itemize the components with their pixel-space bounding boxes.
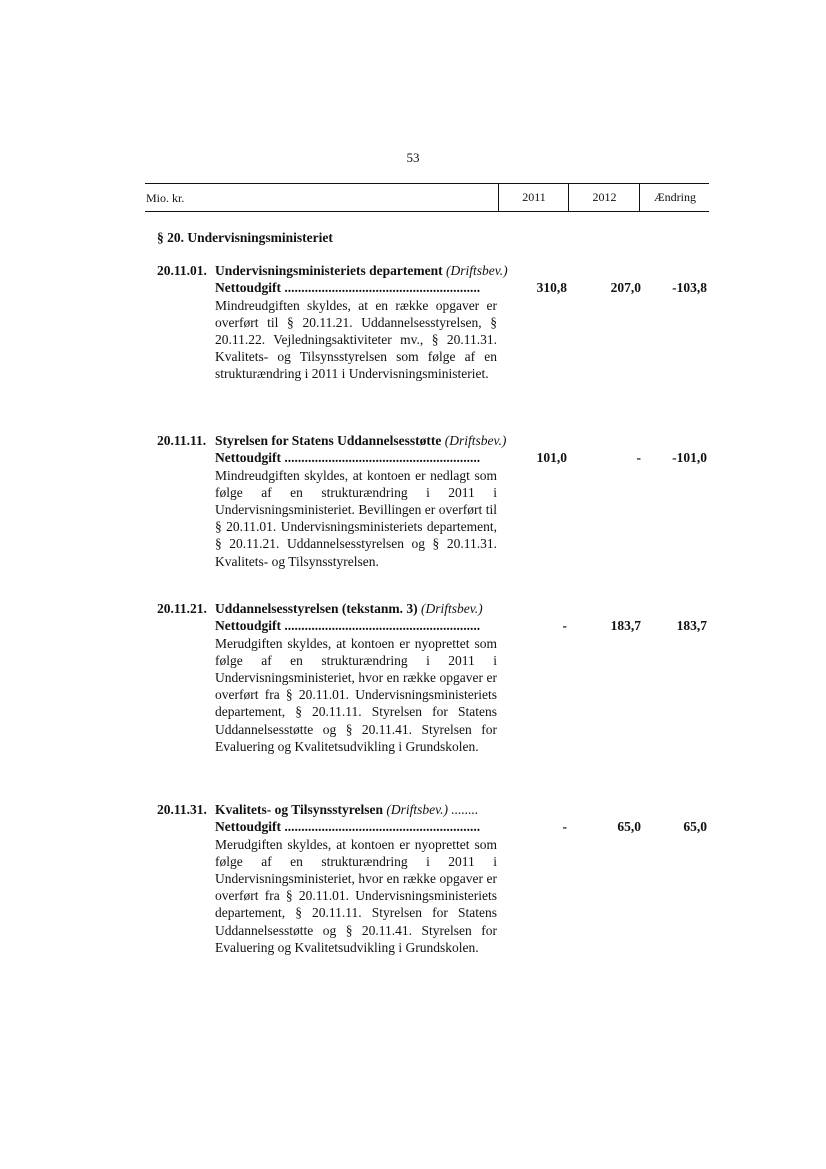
value-change: -101,0 — [672, 450, 707, 465]
entry-title-suffix: (Driftsbev.) ........ — [386, 802, 479, 817]
entry-title: Kvalitets- og Tilsynsstyrelsen (Driftsbev.) ........ — [215, 802, 479, 817]
value-2011: 101,0 — [536, 450, 567, 465]
value-2011: 310,8 — [536, 280, 567, 295]
column-change: Ændring — [639, 184, 710, 211]
entry-title-suffix: (Driftsbev.) — [445, 263, 508, 278]
entry-title: Undervisningsministeriets departement (Driftsbev.) — [215, 263, 508, 278]
unit-label: Mio. kr. — [146, 191, 185, 205]
entry-number: 20.11.31. — [157, 802, 207, 817]
entry-description: Mindreudgiften skyldes, at kontoen er nedlagt som følge af en strukturændring i 2011 i Undervisningsministeriet. Bevillingen er overført til § 20.11.01. Undervisningsministeriets departement, § 20.11.21. Uddannelsesstyrelsen og § 20.11.31. Kvalitets- og Tilsynsstyrelsen. — [215, 467, 497, 569]
value-change: 183,7 — [676, 618, 707, 633]
net-expense-row: Nettoudgift .......................................................... — [215, 819, 481, 834]
column-2011: 2011 — [498, 184, 569, 211]
entry-number: 20.11.11. — [157, 433, 207, 448]
entry-title-suffix: (Driftsbev.) — [444, 433, 507, 448]
section-title: § 20. Undervisningsministeriet — [157, 230, 333, 245]
entry-description: Mindreudgiften skyldes, at en række opgaver er overført til § 20.11.21. Uddannelsesstyrelsen, § 20.11.22. Vejledningsaktiviteter mv., § 20.11.31. Kvalitets- og Tilsynsstyrelsen som følge af en strukturændring i 2011 i Undervisningsministeriet. — [215, 297, 497, 382]
value-2012: 207,0 — [610, 280, 641, 295]
entry-title: Styrelsen for Statens Uddannelsesstøtte (Driftsbev.) — [215, 433, 507, 448]
value-change: -103,8 — [672, 280, 707, 295]
dot-leader: .......................................................... — [284, 280, 481, 295]
value-2012: - — [636, 450, 641, 465]
dot-leader: .......................................................... — [284, 819, 481, 834]
value-2011: - — [562, 819, 567, 834]
column-2012: 2012 — [568, 184, 640, 211]
table-header — [145, 183, 709, 212]
value-2012: 65,0 — [617, 819, 641, 834]
entry-number: 20.11.01. — [157, 263, 207, 278]
net-expense-row: Nettoudgift .......................................................... — [215, 280, 481, 295]
net-expense-row: Nettoudgift .......................................................... — [215, 618, 481, 633]
entry-number: 20.11.21. — [157, 601, 207, 616]
value-2011: - — [562, 618, 567, 633]
net-expense-row: Nettoudgift .......................................................... — [215, 450, 481, 465]
value-change: 65,0 — [683, 819, 707, 834]
entry-description: Merudgiften skyldes, at kontoen er nyoprettet som følge af en strukturændring i 2011 i Undervisningsministeriet, hvor en række opgaver er overført fra § 20.11.01. Undervisningsministeriets departement, § 20.11.11. Styrelsen for Statens Uddannelsesstøtte og § 20.11.41. Styrelsen for Evaluering og Kvalitetsudvikling i Grundskolen. — [215, 836, 497, 955]
entry-title: Uddannelsesstyrelsen (tekstanm. 3) (Driftsbev.) — [215, 601, 483, 616]
value-2012: 183,7 — [610, 618, 641, 633]
dot-leader: .......................................................... — [284, 618, 481, 633]
page-number: 53 — [406, 150, 420, 165]
dot-leader: .......................................................... — [284, 450, 481, 465]
entry-description: Merudgiften skyldes, at kontoen er nyoprettet som følge af en strukturændring i 2011 i Undervisningsministeriet, hvor en række opgaver er overført fra § 20.11.01. Undervisningsministeriets departement, § 20.11.11. Styrelsen for Statens Uddannelsesstøtte og § 20.11.41. Styrelsen for Evaluering og Kvalitetsudvikling i Grundskolen. — [215, 635, 497, 754]
entry-title-suffix: (Driftsbev.) — [421, 601, 483, 616]
